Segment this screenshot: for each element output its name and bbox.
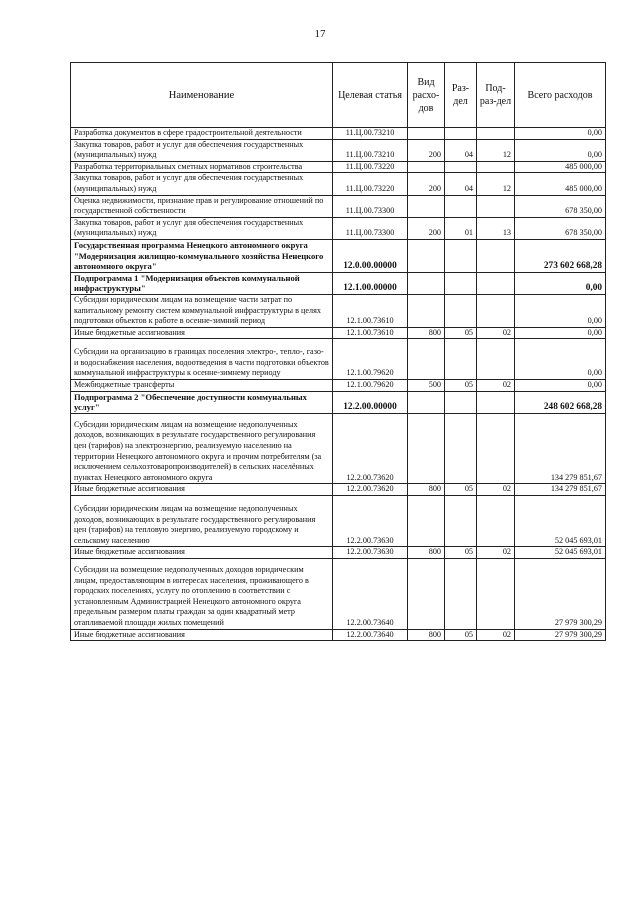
row-name: Субсидии на организацию в границах поселения электро-, тепло-, газо- и водоснабжения населения, водоотведения в части подготовки объектов коммунальной инфраструктуры к осенне-зимнему периоду xyxy=(71,339,333,380)
row-subsection xyxy=(477,272,515,294)
row-expense-type: 200 xyxy=(408,173,445,195)
row-subsection xyxy=(477,128,515,140)
row-expense-type: 200 xyxy=(408,139,445,161)
table-row xyxy=(71,217,606,239)
row-name: Иные бюджетные ассигнования xyxy=(71,547,333,559)
row-section xyxy=(445,294,477,327)
table-row xyxy=(71,195,606,217)
row-amount: 248 602 668,28 xyxy=(515,391,606,413)
row-section xyxy=(445,413,477,484)
row-section: 01 xyxy=(445,217,477,239)
row-subsection xyxy=(477,413,515,484)
row-amount: 0,00 xyxy=(515,327,606,339)
row-name: Государственная программа Ненецкого автономного округа "Модернизация жилищно-коммунального хозяйства Ненецкого автономного округа" xyxy=(71,239,333,272)
row-expense-type xyxy=(408,413,445,484)
table-row xyxy=(71,239,606,272)
page-number: 17 xyxy=(314,28,326,40)
row-subsection: 02 xyxy=(477,380,515,392)
row-subsection xyxy=(477,339,515,380)
table-row xyxy=(71,558,606,629)
table-row xyxy=(71,128,606,140)
table-row xyxy=(71,327,606,339)
table-row xyxy=(71,339,606,380)
row-subsection: 12 xyxy=(477,139,515,161)
row-expense-type: 800 xyxy=(408,484,445,496)
row-name: Подпрограмма 1 "Модернизация объектов коммунальной инфраструктуры" xyxy=(71,272,333,294)
table-row xyxy=(71,139,606,161)
row-section xyxy=(445,558,477,629)
row-amount: 52 045 693,01 xyxy=(515,547,606,559)
row-section xyxy=(445,161,477,173)
table-row xyxy=(71,294,606,327)
row-target-article: 12.2.00.73630 xyxy=(333,547,408,559)
row-target-article: 12.1.00.79620 xyxy=(333,339,408,380)
table-row xyxy=(71,496,606,547)
row-name: Закупка товаров, работ и услуг для обеспечения государственных (муниципальных) нужд xyxy=(71,217,333,239)
row-section: 04 xyxy=(445,139,477,161)
row-expense-type xyxy=(408,195,445,217)
row-subsection xyxy=(477,496,515,547)
table-row xyxy=(71,391,606,413)
row-name: Межбюджетные трансферты xyxy=(71,380,333,392)
row-section xyxy=(445,239,477,272)
row-name: Иные бюджетные ассигнования xyxy=(71,484,333,496)
row-expense-type xyxy=(408,294,445,327)
row-expense-type xyxy=(408,558,445,629)
row-amount: 27 979 300,29 xyxy=(515,629,606,641)
row-target-article: 11.Ц.00.73220 xyxy=(333,173,408,195)
row-amount: 678 350,00 xyxy=(515,217,606,239)
row-subsection: 12 xyxy=(477,173,515,195)
row-name: Субсидии юридическим лицам на возмещение части затрат по капитальному ремонту систем коммунальной инфраструктуры в целях подготовки объектов к работе в осенне-зимний период xyxy=(71,294,333,327)
row-section: 05 xyxy=(445,484,477,496)
header-section: Раз-дел xyxy=(445,63,477,128)
row-target-article: 12.1.00.00000 xyxy=(333,272,408,294)
row-target-article: 12.2.00.73620 xyxy=(333,413,408,484)
row-target-article: 11.Ц.00.73220 xyxy=(333,161,408,173)
row-amount: 678 350,00 xyxy=(515,195,606,217)
row-section: 05 xyxy=(445,629,477,641)
row-subsection xyxy=(477,195,515,217)
row-target-article: 12.2.00.00000 xyxy=(333,391,408,413)
table-row xyxy=(71,547,606,559)
row-expense-type: 800 xyxy=(408,547,445,559)
row-amount: 0,00 xyxy=(515,139,606,161)
header-expense-type: Вид расхо-дов xyxy=(408,63,445,128)
row-name: Разработка документов в сфере градостроительной деятельности xyxy=(71,128,333,140)
row-subsection xyxy=(477,294,515,327)
row-section: 05 xyxy=(445,547,477,559)
row-subsection: 02 xyxy=(477,629,515,641)
row-name: Закупка товаров, работ и услуг для обеспечения государственных (муниципальных) нужд xyxy=(71,139,333,161)
row-expense-type xyxy=(408,496,445,547)
row-expense-type xyxy=(408,161,445,173)
row-amount: 0,00 xyxy=(515,272,606,294)
row-subsection: 02 xyxy=(477,547,515,559)
row-subsection: 02 xyxy=(477,327,515,339)
row-target-article: 12.1.00.73610 xyxy=(333,327,408,339)
budget-table xyxy=(70,62,606,641)
row-section xyxy=(445,272,477,294)
row-expense-type xyxy=(408,272,445,294)
row-target-article: 12.2.00.73640 xyxy=(333,629,408,641)
table-row xyxy=(71,629,606,641)
row-expense-type xyxy=(408,339,445,380)
row-expense-type: 800 xyxy=(408,629,445,641)
row-target-article: 12.2.00.73620 xyxy=(333,484,408,496)
row-amount: 134 279 851,67 xyxy=(515,484,606,496)
header-subsection: Под-раз-дел xyxy=(477,63,515,128)
row-section xyxy=(445,496,477,547)
row-amount: 0,00 xyxy=(515,339,606,380)
row-target-article: 11.Ц.00.73210 xyxy=(333,139,408,161)
row-section xyxy=(445,339,477,380)
row-amount: 27 979 300,29 xyxy=(515,558,606,629)
row-section: 04 xyxy=(445,173,477,195)
row-target-article: 12.1.00.73610 xyxy=(333,294,408,327)
row-target-article: 12.1.00.79620 xyxy=(333,380,408,392)
row-expense-type xyxy=(408,391,445,413)
row-name: Подпрограмма 2 "Обеспечение доступности коммунальных услуг" xyxy=(71,391,333,413)
row-name: Субсидии юридическим лицам на возмещение недополученных доходов, возникающих в результате государственного регулирования цен (тарифов) на электроэнергию, реализуемую населению на территории Ненецкого автономного округа и прочим потребителям (за исключением сельхозтоваропроизводителей) в сельских населённых пунктах Ненецкого автономного округа xyxy=(71,413,333,484)
row-subsection xyxy=(477,239,515,272)
row-name: Субсидии на возмещение недополученных доходов юридическим лицам, предоставляющим в интересах населения, проживающего в городских поселениях, услугу по отоплению в соответствии с установленным Администрацией Ненецкого автономного округа предельным размером платы граждан за один квадратный метр отапливаемой площади жилых помещений xyxy=(71,558,333,629)
table-row xyxy=(71,484,606,496)
header-name: Наименование xyxy=(71,63,333,128)
table-row xyxy=(71,413,606,484)
table-row xyxy=(71,380,606,392)
table-row xyxy=(71,173,606,195)
row-amount: 0,00 xyxy=(515,294,606,327)
row-target-article: 11.Ц.00.73300 xyxy=(333,217,408,239)
row-section: 05 xyxy=(445,380,477,392)
header-target-article: Целевая статья xyxy=(333,63,408,128)
row-section: 05 xyxy=(445,327,477,339)
row-expense-type: 500 xyxy=(408,380,445,392)
row-expense-type: 800 xyxy=(408,327,445,339)
row-name: Оценка недвижимости, признание прав и регулирование отношений по государственной собственности xyxy=(71,195,333,217)
row-subsection xyxy=(477,391,515,413)
table-row xyxy=(71,161,606,173)
row-target-article: 12.0.00.00000 xyxy=(333,239,408,272)
row-target-article: 12.2.00.73630 xyxy=(333,496,408,547)
row-name: Разработка территориальных сметных нормативов строительства xyxy=(71,161,333,173)
row-section xyxy=(445,128,477,140)
row-expense-type xyxy=(408,128,445,140)
table-row xyxy=(71,272,606,294)
row-subsection xyxy=(477,161,515,173)
row-amount: 52 045 693,01 xyxy=(515,496,606,547)
row-name: Субсидии юридическим лицам на возмещение недополученных доходов, возникающих в результате государственного регулирования цен (тарифов) на тепловую энергию, реализуемую городскому и сельскому населению xyxy=(71,496,333,547)
row-amount: 485 000,00 xyxy=(515,173,606,195)
row-target-article: 11.Ц.00.73210 xyxy=(333,128,408,140)
row-amount: 0,00 xyxy=(515,380,606,392)
row-amount: 485 000,00 xyxy=(515,161,606,173)
row-amount: 273 602 668,28 xyxy=(515,239,606,272)
row-subsection xyxy=(477,558,515,629)
row-expense-type: 200 xyxy=(408,217,445,239)
row-subsection: 13 xyxy=(477,217,515,239)
row-name: Закупка товаров, работ и услуг для обеспечения государственных (муниципальных) нужд xyxy=(71,173,333,195)
table-body xyxy=(71,128,606,641)
row-section xyxy=(445,391,477,413)
header-total-expenses: Всего расходов xyxy=(515,63,606,128)
row-amount: 0,00 xyxy=(515,128,606,140)
row-target-article: 11.Ц.00.73300 xyxy=(333,195,408,217)
row-section xyxy=(445,195,477,217)
table-header-row xyxy=(71,63,606,128)
row-name: Иные бюджетные ассигнования xyxy=(71,327,333,339)
row-amount: 134 279 851,67 xyxy=(515,413,606,484)
row-subsection: 02 xyxy=(477,484,515,496)
row-name: Иные бюджетные ассигнования xyxy=(71,629,333,641)
row-expense-type xyxy=(408,239,445,272)
row-target-article: 12.2.00.73640 xyxy=(333,558,408,629)
